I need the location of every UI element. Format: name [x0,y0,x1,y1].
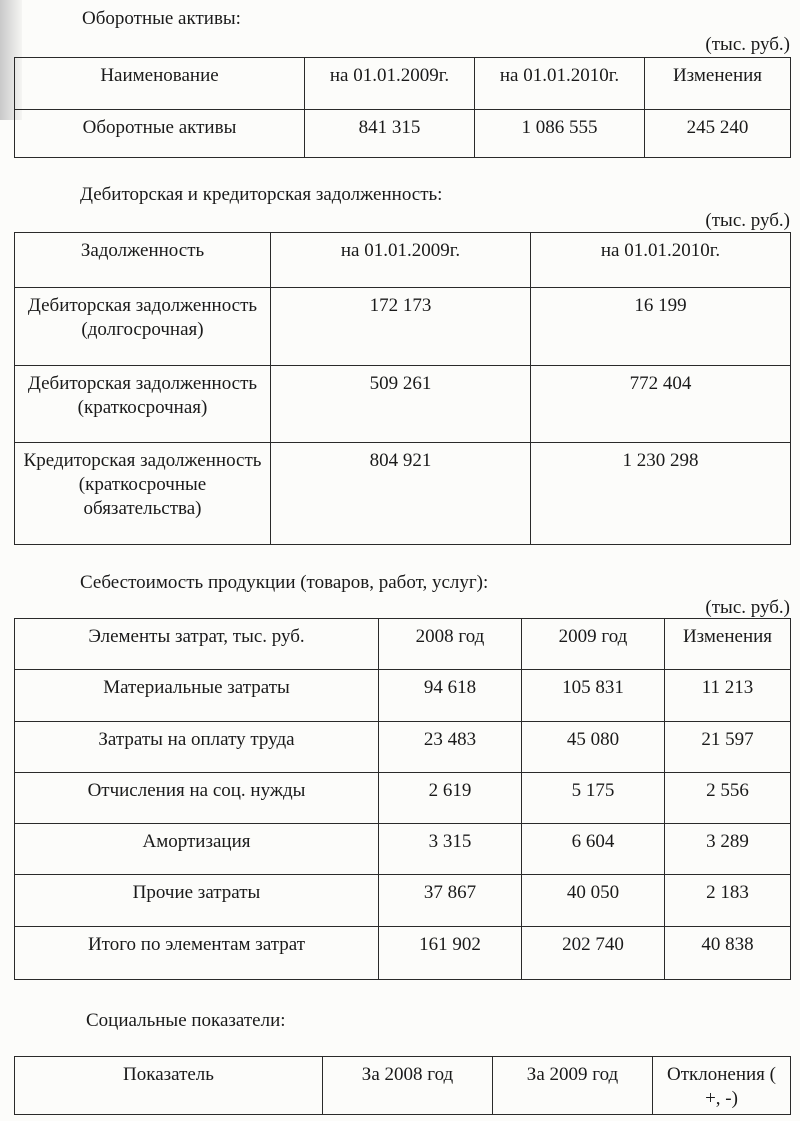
table-cell: 45 080 [522,722,665,773]
header-cell: 2009 год [522,619,665,670]
table-cell: 509 261 [271,366,531,443]
table-row [15,824,791,875]
table-row [15,288,791,366]
table-row [15,366,791,443]
table-cell: Материальные затраты [15,670,379,722]
table-cell: 202 740 [522,927,665,980]
table-cell: 5 175 [522,773,665,824]
table-cell: Дебиторская задолженность (краткосрочная) [15,366,271,443]
social-indicators-table [14,1056,791,1115]
table-cell: 21 597 [665,722,791,773]
table-row [15,722,791,773]
units-label: (тыс. руб.) [705,210,790,231]
header-cell: За 2009 год [493,1057,653,1115]
table-cell: Дебиторская задолженность (долгосрочная) [15,288,271,366]
table-cell: 3 315 [379,824,522,875]
table-cell: Кредиторская задолженность (краткосрочные обязательства) [15,443,271,545]
table-cell: Итого по элементам затрат [15,927,379,980]
header-cell: Задолженность [15,233,271,288]
table-cell: Амортизация [15,824,379,875]
table-row [15,773,791,824]
table-cell: 1 086 555 [475,110,645,158]
header-cell: Наименование [15,58,305,110]
header-cell: Показатель [15,1057,323,1115]
header-cell: на 01.01.2010г. [475,58,645,110]
table-cell: 105 831 [522,670,665,722]
table-cell: 1 230 298 [531,443,791,545]
section-heading-social-indicators: Социальные показатели: [86,1010,286,1031]
table-row [15,875,791,927]
section-heading-receivables-payables: Дебиторская и кредиторская задолженность: [80,184,443,205]
table-cell: 2 556 [665,773,791,824]
table-row [15,927,791,980]
header-cell: Изменения [645,58,791,110]
header-cell: Отклонения ( +, -) [653,1057,791,1115]
production-cost-table [14,618,791,980]
table-row [15,670,791,722]
table-cell: 841 315 [305,110,475,158]
table-cell: 172 173 [271,288,531,366]
header-cell: Элементы затрат, тыс. руб. [15,619,379,670]
table-cell: 772 404 [531,366,791,443]
header-cell: Изменения [665,619,791,670]
units-label: (тыс. руб.) [705,597,790,618]
current-assets-table [14,57,791,158]
table-cell: 6 604 [522,824,665,875]
table-cell: 40 838 [665,927,791,980]
header-cell: на 01.01.2010г. [531,233,791,288]
section-heading-production-cost: Себестоимость продукции (товаров, работ, услуг): [80,572,489,593]
receivables-payables-table [14,232,791,545]
table-cell: Отчисления на соц. нужды [15,773,379,824]
header-cell: на 01.01.2009г. [305,58,475,110]
units-label: (тыс. руб.) [705,34,790,55]
table-cell: 37 867 [379,875,522,927]
table-row [15,443,791,545]
header-cell: на 01.01.2009г. [271,233,531,288]
table-cell: 161 902 [379,927,522,980]
table-cell: 3 289 [665,824,791,875]
table-cell: 94 618 [379,670,522,722]
table-cell: 2 183 [665,875,791,927]
table-cell: 23 483 [379,722,522,773]
table-cell: 16 199 [531,288,791,366]
section-heading-current-assets: Оборотные активы: [82,8,241,29]
table-cell: 11 213 [665,670,791,722]
table-cell: 40 050 [522,875,665,927]
table-cell: 245 240 [645,110,791,158]
table-cell: Прочие затраты [15,875,379,927]
header-cell: 2008 год [379,619,522,670]
table-cell: Затраты на оплату труда [15,722,379,773]
table-cell: Оборотные активы [15,110,305,158]
table-cell: 2 619 [379,773,522,824]
table-row [15,110,791,158]
header-cell: За 2008 год [323,1057,493,1115]
table-cell: 804 921 [271,443,531,545]
